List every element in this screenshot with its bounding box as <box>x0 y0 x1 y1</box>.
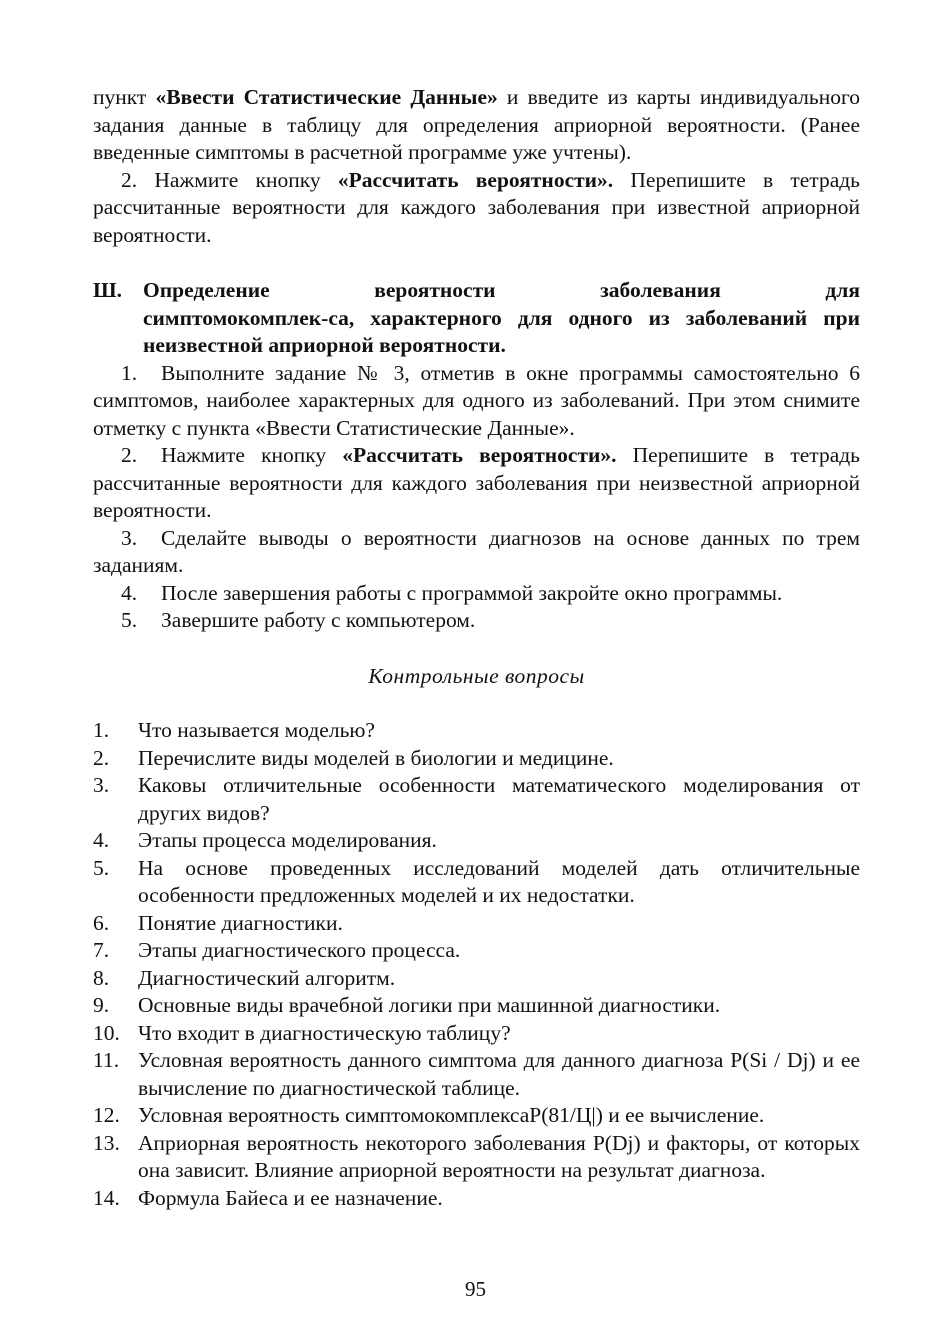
section-step <box>93 607 860 635</box>
item-text: Условная вероятность симптомокомплексаP(81/Ц|) и ее вычисление. <box>138 1103 765 1127</box>
item-text: Основные виды врачебной логики при машинной диагностики. <box>138 993 721 1017</box>
list-item <box>93 1047 860 1102</box>
page-body <box>93 84 860 1212</box>
item-text: Каковы отличительные особенности математического моделирования от других видов? <box>138 773 860 825</box>
item-text: Перечислите виды моделей в биологии и медицине. <box>138 745 614 770</box>
item-text: Формула Байеса и ее назначение. <box>138 1185 443 1210</box>
item-text: Этапы диагностического процесса. <box>138 938 461 962</box>
step-number: 1. <box>121 360 138 385</box>
item-number: 5. <box>93 855 110 880</box>
step-text: Завершите работу с компьютером. <box>161 608 476 632</box>
section-roman-numeral: Ш. <box>93 278 122 302</box>
list-item <box>93 855 860 910</box>
section-title-line1: Определение вероятности заболевания для <box>143 278 860 302</box>
list-item <box>93 745 860 773</box>
section-heading <box>93 277 860 360</box>
section-step <box>93 580 860 608</box>
paragraph-step-2 <box>93 167 860 250</box>
item-number: 4. <box>93 828 110 852</box>
item-text: Что входит в диагностическую таблицу? <box>138 1020 511 1045</box>
item-number: 9. <box>93 993 110 1017</box>
step-text: После завершения работы с программой закройте окно программы. <box>161 580 783 605</box>
control-questions-heading: Контрольные вопросы <box>368 663 585 688</box>
item-number: 7. <box>93 938 110 962</box>
list-item <box>93 1185 860 1213</box>
page-number: 95 <box>465 1277 486 1301</box>
item-number: 10. <box>93 1020 120 1045</box>
list-item <box>93 965 860 993</box>
text-run: и введите из карты индивидуального задания данные в таблицу для определения априорной вероятности. (Ранее введенные симптомы в расчетной программе уже учтены). <box>93 85 860 164</box>
text-run: Перепишите в тетрадь рассчитанные вероятности для каждого заболевания при известной априорной вероятности. <box>93 167 860 247</box>
step-text: Выполните задание № 3, отметив в окне программы самостоятельно 6 симптомов, наиболее характерных для одного из заболеваний. При этом снимите отметку с пункта «Ввести Статистические Данные». <box>93 360 860 440</box>
item-number: 3. <box>93 773 110 797</box>
step-text: Сделайте выводы о вероятности диагнозов на основе данных по трем заданиям. <box>93 525 860 577</box>
item-number: 14. <box>93 1185 120 1210</box>
text-run: Нажмите кнопку <box>137 167 338 192</box>
section-step <box>93 525 860 580</box>
text-run: Нажмите кнопку <box>161 443 343 467</box>
item-text: Диагностический алгоритм. <box>138 965 396 990</box>
list-item <box>93 937 860 965</box>
step-number: 2. <box>121 443 138 467</box>
list-item <box>93 992 860 1020</box>
item-text: Понятие диагностики. <box>138 910 343 935</box>
text-run: пункт <box>93 85 156 109</box>
item-number: 11. <box>93 1048 120 1072</box>
section-step <box>93 360 860 443</box>
step-number: 2. <box>121 167 138 192</box>
item-number: 6. <box>93 910 110 935</box>
item-number: 2. <box>93 745 110 770</box>
list-item <box>93 827 860 855</box>
list-item <box>93 910 860 938</box>
item-text: Условная вероятность данного симптома для данного диагноза P(Si / Dj) и ее вычисление по диагностической таблице. <box>138 1048 860 1100</box>
list-item <box>93 772 860 827</box>
bold-term: «Рассчитать вероятности». <box>337 167 614 192</box>
list-item <box>93 717 860 745</box>
paragraph-continuation <box>93 84 860 167</box>
bold-term: «Рассчитать вероятности». <box>342 443 617 467</box>
step-number: 3. <box>121 525 138 550</box>
text-run: Перепишите в тетрадь рассчитанные вероятности для каждого заболевания при неизвестной априорной вероятности. <box>93 443 860 522</box>
item-number: 1. <box>93 718 110 742</box>
item-number: 12. <box>93 1103 120 1127</box>
control-questions-list <box>93 717 860 1212</box>
item-text: На основе проведенных исследований моделей дать отличительные особенности предложенных моделей и их недостатки. <box>138 855 860 907</box>
list-item <box>93 1102 860 1130</box>
item-text: Этапы процесса моделирования. <box>138 828 437 852</box>
step-number: 5. <box>121 608 138 632</box>
section-step <box>93 442 860 525</box>
bold-term: «Ввести Статистические Данные» <box>155 85 498 109</box>
item-number: 13. <box>93 1130 120 1155</box>
item-text: Что называется моделью? <box>138 718 375 742</box>
item-text: Априорная вероятность некоторого заболевания P(Dj) и факторы, от которых она зависит. Влияние априорной вероятности на результат диагноза. <box>138 1130 860 1182</box>
item-number: 8. <box>93 965 110 990</box>
list-item <box>93 1130 860 1185</box>
list-item <box>93 1020 860 1048</box>
section-title-rest: симптомокомплек-са, характерного для одного из заболеваний при неизвестной априорной вероятности. <box>143 305 860 357</box>
step-number: 4. <box>121 580 138 605</box>
